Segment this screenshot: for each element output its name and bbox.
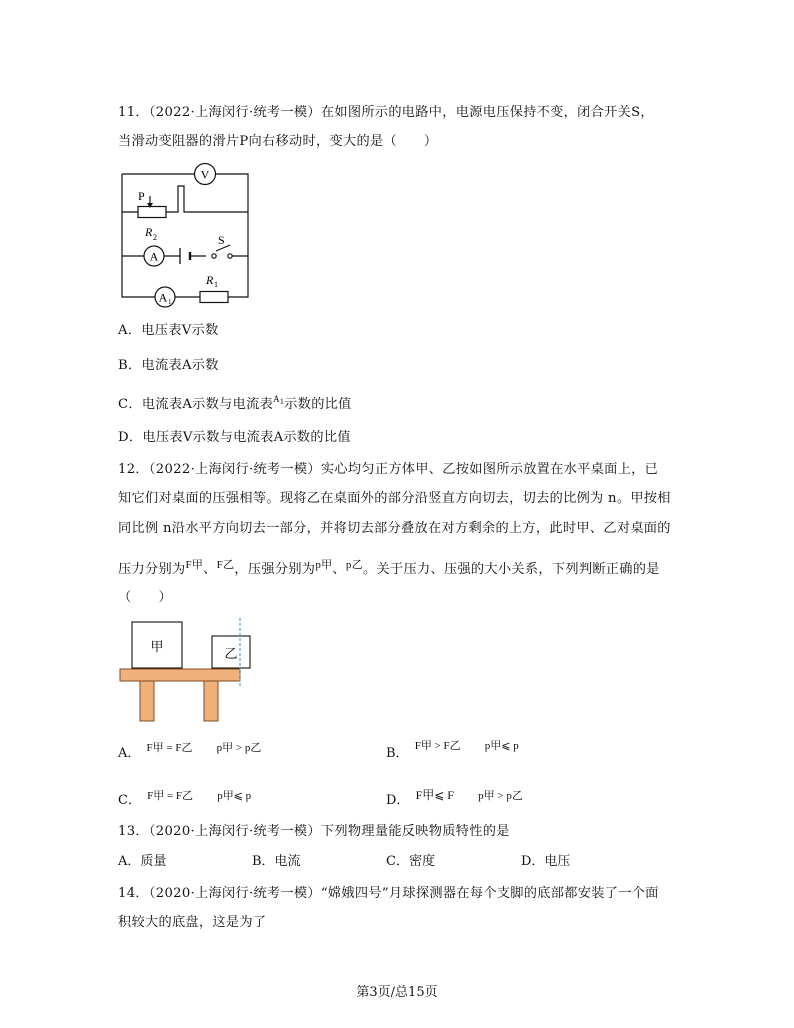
f-jia-symbol: F甲 [185,559,204,571]
q11-option-d: D．电压表V示数与电流表A示数的比值 [118,430,351,445]
q12-option-a-pressure: p甲 > p乙 [216,742,262,754]
q12-line-3: 同比例 n沿水平方向切去一部分，并将切去部分叠放在对方剩余的上方，此时甲、乙对桌面的 [118,521,671,536]
q12-option-b-force: F甲 > F乙 [414,740,461,752]
r1-label: R [206,273,214,287]
q12-option-c [118,789,251,808]
switch-label: S [218,233,225,247]
p-jia-symbol: p甲 [315,559,333,571]
q12-line-1: 12．（2022·上海闵行·统考一模）实心均匀正方体甲、乙按如图所示放置在水平桌面上，已 [118,462,659,477]
q12-line-2: 知它们对桌面的压强相等。现将乙在桌面外的部分沿竖直方向切去，切去的比例为 n。甲按相 [118,491,671,506]
q12-line-4-sep: 、 [203,562,217,577]
q13-option-d: D．电压 [521,854,571,869]
q12-option-c-pressure: p甲⩽ p [217,790,252,802]
q11-option-c-pre: C．电流表A示数与电流表 [118,397,274,412]
switch-pivot [212,254,216,258]
q12-option-d [386,789,523,808]
q14-line-2: 积较大的底盘，这是为了 [118,915,267,930]
r1-subscript: 1 [214,280,218,289]
voltmeter-label: V [200,167,210,182]
f-yi-symbol: F乙 [216,559,235,571]
q11-line-2: 当滑动变阻器的滑片P向右移动时，变大的是（ ） [118,134,438,149]
table-leg-left [140,681,154,721]
q12-option-d-force: F甲⩽ F [415,788,454,802]
r2-resistor [138,207,166,218]
q14-line-1: 14．（2020·上海闵行·统考一模）“嫦娥四号”月球探测器在每个支脚的底部都安装了一个面 [118,886,659,901]
page-footer: 第3页/总15页 [356,985,438,1000]
table-leg-right [204,681,218,721]
q12-option-d-pressure: p甲 > p乙 [478,790,523,802]
q12-line-4-sep2: 、 [332,562,346,577]
q12-option-a [118,742,261,761]
q12-line-4 [118,556,660,577]
q12-option-c-label: C． [118,793,141,808]
r2-label: R [145,225,153,239]
ammeter-a1-label: A [158,290,168,305]
q12-option-d-label: D． [386,793,410,808]
q12-line-4-c: 。关于压力、压强的大小关系，下列判断正确的是 [363,562,660,577]
q11-option-c-sym: A [273,394,280,404]
q12-option-c-force: F甲 = F乙 [147,790,194,802]
r2-subscript: 2 [153,233,157,242]
q11-option-c [118,393,352,412]
q11-line-1: 11．（2022·上海闵行·统考一模）在如图所示的电路中，电源电压保持不变，闭合开关S， [118,105,654,120]
q12-option-b-pressure: p甲⩽ p [484,740,519,752]
q13-line-1: 13．（2020·上海闵行·统考一模）下列物理量能反映物质特性的是 [118,824,510,839]
block-jia-label: 甲 [150,640,164,655]
q12-option-b-label: B． [386,746,409,761]
q11-option-c-symbol [273,394,284,404]
q12-option-a-force: F甲 = F乙 [146,742,193,754]
block-yi-label: 乙 [224,647,238,662]
q11-option-b: B．电流表A示数 [118,358,219,373]
q13-option-b: B．电流 [252,854,301,869]
q13-option-c: C．密度 [386,854,435,869]
q12-option-b [386,742,519,761]
r1-resistor [200,292,228,303]
q12-line-5: （ ） [118,590,172,605]
table-top [120,669,240,681]
p-yi-symbol: p乙 [345,559,364,571]
q13-option-a: A．质量 [118,854,167,869]
q12-line-4-b: ，压强分别为 [234,562,316,577]
q12-line-4-a: 压力分别为 [118,562,186,577]
q12-option-a-label: A． [118,746,141,761]
switch-contact [228,254,232,258]
q11-option-a: A．电压表V示数 [118,323,219,338]
slider-label: P [138,189,145,203]
q11-circuit-diagram [118,160,258,305]
q12-blocks-table-diagram [118,618,258,726]
ammeter-a-label: A [149,249,159,264]
q11-option-c-post: 示数的比值 [284,397,352,412]
q11-option-c-sub: 1 [279,397,285,406]
ammeter-a1-subscript: 1 [168,298,172,306]
